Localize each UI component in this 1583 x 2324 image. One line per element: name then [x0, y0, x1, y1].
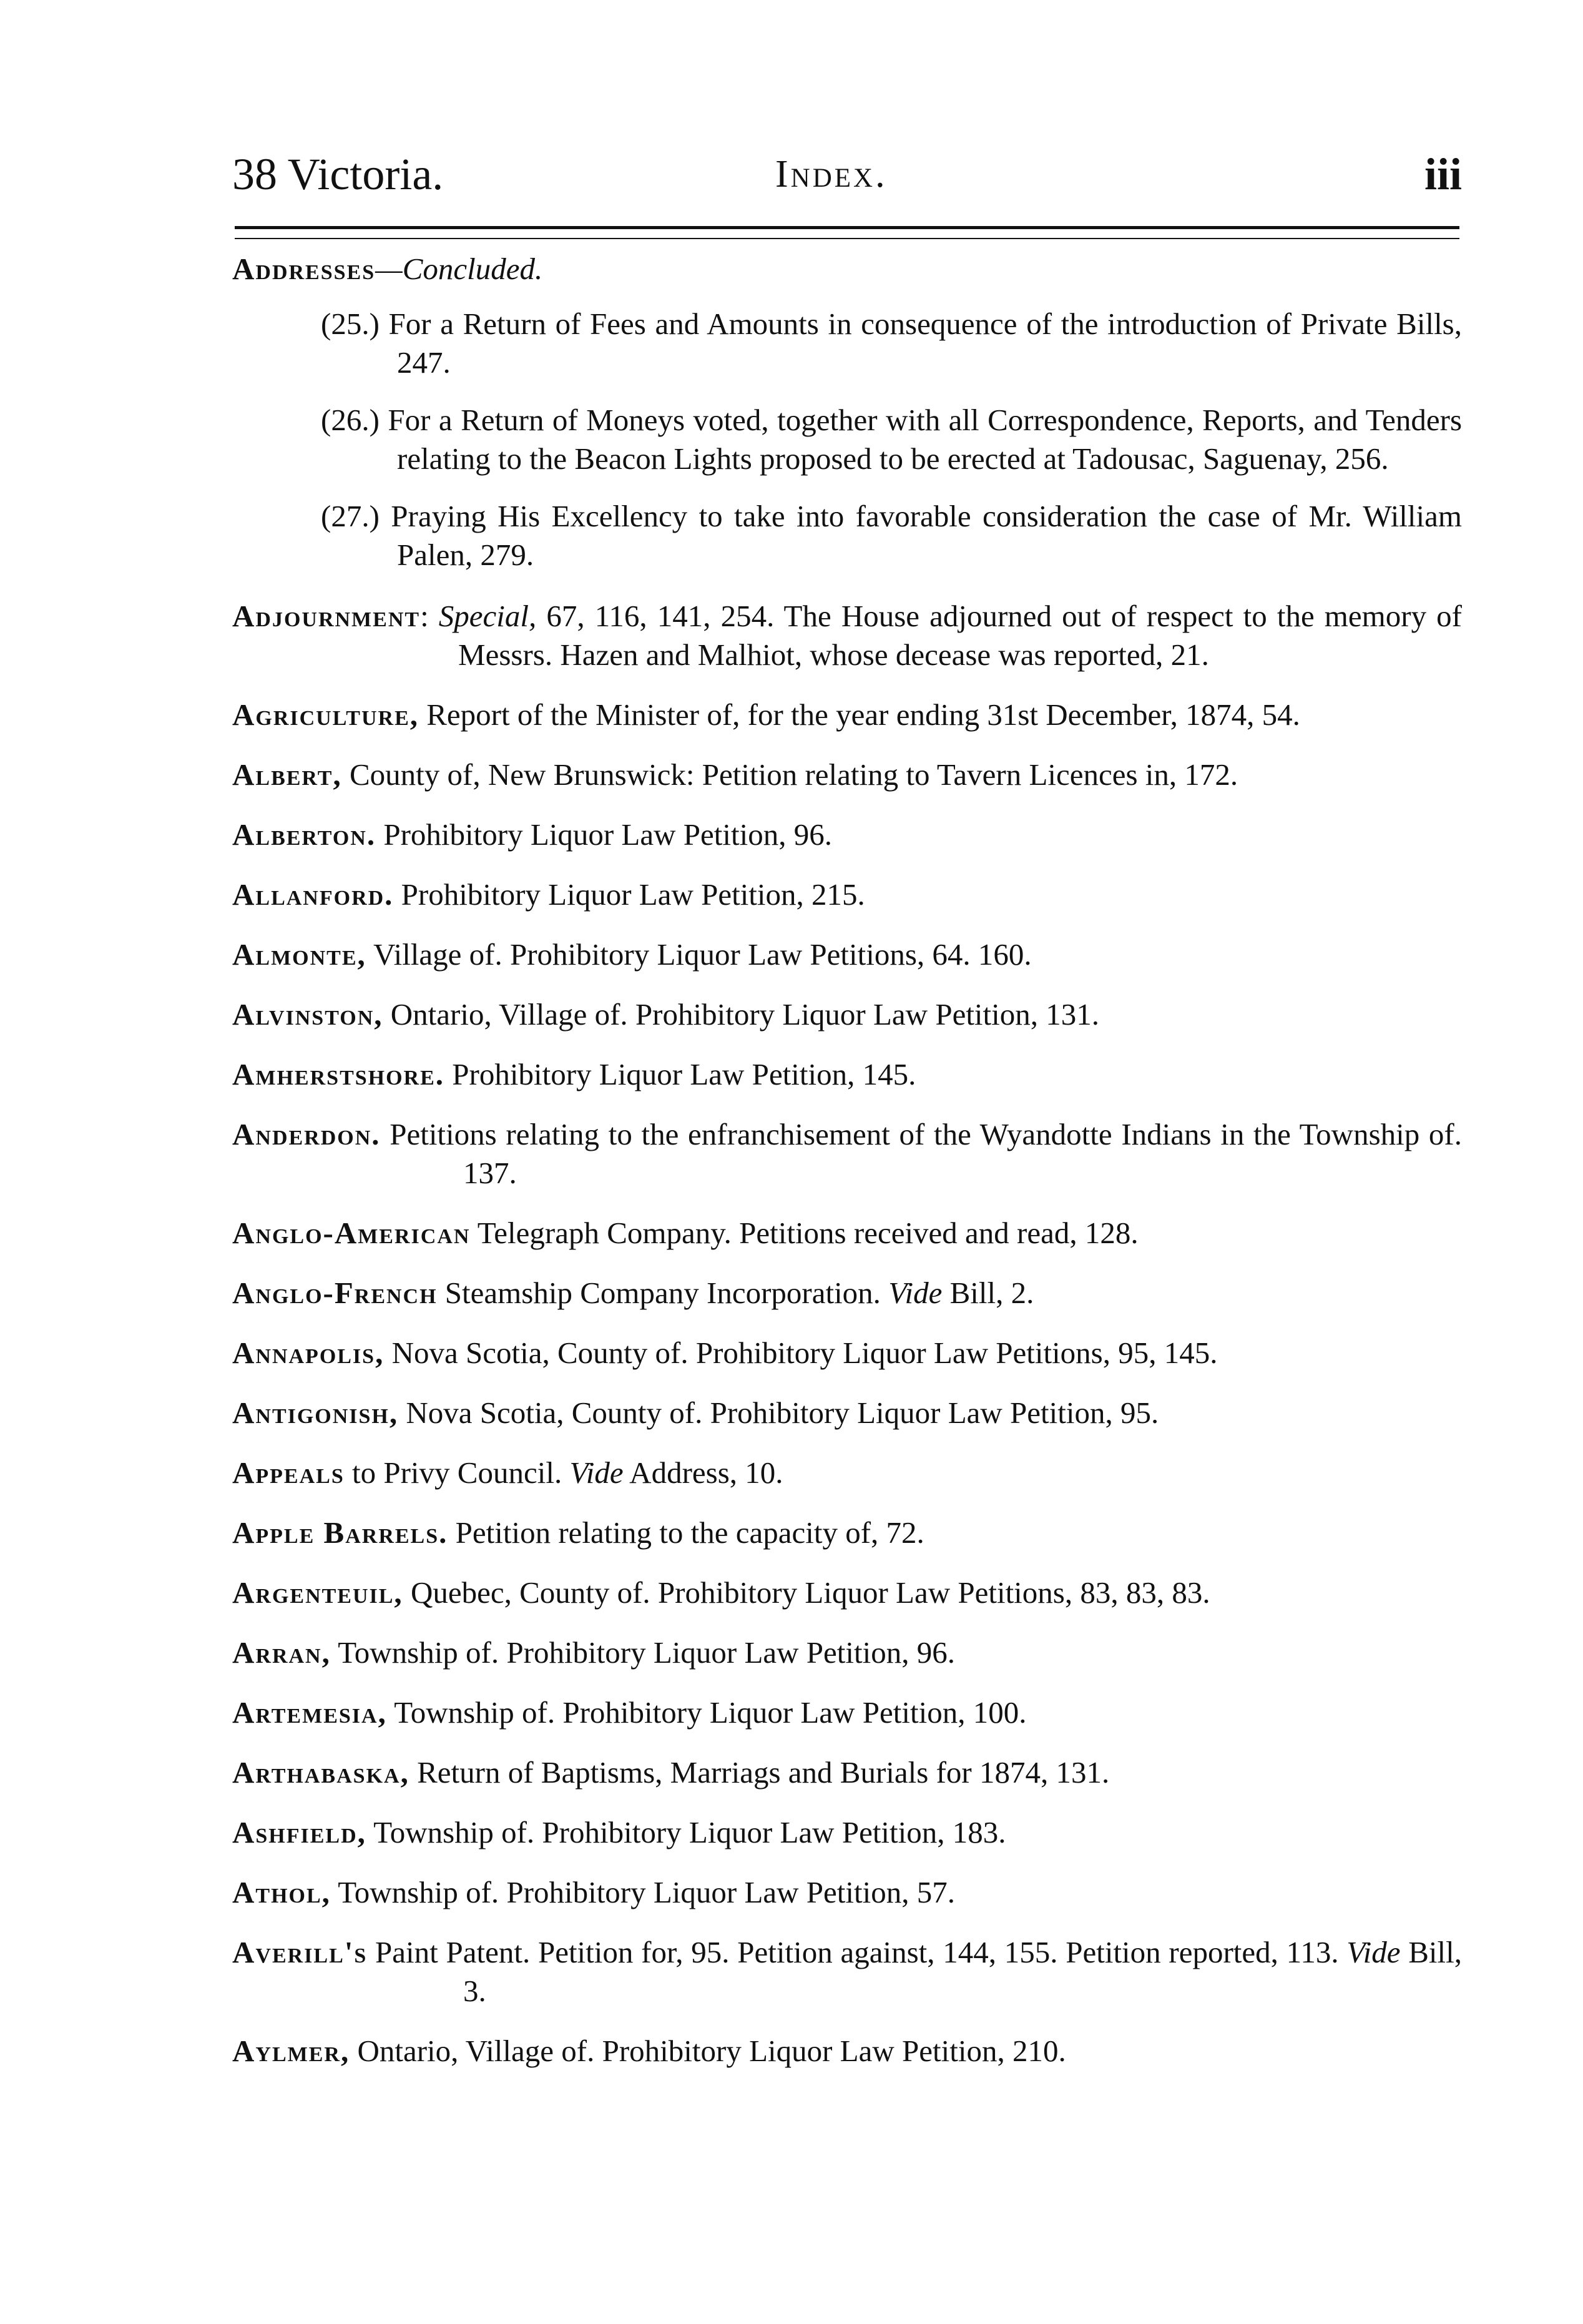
index-entry: Albert, County of, New Brunswick: Petition relating to Tavern Licences in, 172. [232, 757, 1238, 792]
index-entry: Artemesia, Township of. Prohibitory Liquor Law Petition, 100. [232, 1695, 1027, 1730]
index-entry: Alvinston, Ontario, Village of. Prohibitory Liquor Law Petition, 131. [232, 997, 1100, 1032]
index-entry: Almonte, Village of. Prohibitory Liquor Law Petitions, 64. 160. [232, 937, 1032, 972]
header-title: Index. [775, 153, 888, 195]
index-entry: Ashfield, Township of. Prohibitory Liquor Law Petition, 183. [232, 1815, 1006, 1849]
index-entry: Argenteuil, Quebec, County of. Prohibitory Liquor Law Petitions, 83, 83, 83. [232, 1575, 1210, 1610]
index-entry: Antigonish, Nova Scotia, County of. Prohibitory Liquor Law Petition, 95. [232, 1396, 1159, 1430]
index-entry-anderdon: Anderdon. Petitions relating to the enfranchisement of the Wyandotte Indians in the Township of. 137. [232, 1117, 1462, 1190]
index-entry-agriculture: Agriculture, Report of the Minister of, for the year ending 31st December, 1874, 54. [232, 697, 1300, 732]
index-entries [232, 250, 1462, 2092]
index-entry: Anglo-American Telegraph Company. Petitions received and read, 128. [232, 1216, 1139, 1250]
sub-entry: (25.) For a Return of Fees and Amounts in consequence of the introduction of Private Bills, 247. [321, 307, 1463, 380]
index-entry-aylmer: Aylmer, Ontario, Village of. Prohibitory Liquor Law Petition, 210. [232, 2034, 1066, 2068]
sub-entry: (27.) Praying His Excellency to take into favorable consideration the case of Mr. William Palen, 279. [321, 499, 1463, 572]
index-entry-averill: Averill's Paint Patent. Petition for, 95. Petition against, 144, 155. Petition reported, 113. Vide Bill, 3. [232, 1935, 1462, 2008]
index-entry: Amherstshore. Prohibitory Liquor Law Petition, 145. [232, 1057, 916, 1091]
index-entry: Alberton. Prohibitory Liquor Law Petition, 96. [232, 817, 832, 852]
index-entry: Apple Barrels. Petition relating to the capacity of, 72. [232, 1515, 924, 1550]
header-rule [235, 226, 1459, 239]
running-header [232, 149, 1462, 205]
header-page-number: iii [1424, 149, 1462, 199]
index-entry: Arthabaska, Return of Baptisms, Marriags and Burials for 1874, 131. [232, 1755, 1110, 1790]
index-entry: Athol, Township of. Prohibitory Liquor Law Petition, 57. [232, 1875, 956, 1909]
index-entry: Annapolis, Nova Scotia, County of. Prohibitory Liquor Law Petitions, 95, 145. [232, 1336, 1218, 1370]
index-entry-adjournment: Adjournment: Special, 67, 116, 141, 254. The House adjourned out of respect to the memory of Messrs. Hazen and Malhiot, whose decease was reported, 21. [232, 599, 1462, 672]
index-entry: Arran, Township of. Prohibitory Liquor Law Petition, 96. [232, 1635, 955, 1670]
header-volume: 38 Victoria. [232, 149, 444, 199]
sub-entry: (26.) For a Return of Moneys voted, together with all Correspondence, Reports, and Tenders relating to the Beacon Lights proposed to be erected at Tadousac, Saguenay, 256. [321, 403, 1463, 476]
index-entry: Allanford. Prohibitory Liquor Law Petition, 215. [232, 877, 865, 912]
index-entry: Anglo-French Steamship Company Incorporation. Vide Bill, 2. [232, 1276, 1034, 1310]
index-entry: Appeals to Privy Council. Vide Address, 10. [232, 1455, 783, 1490]
continuation-heading: Addresses—Concluded. [232, 252, 543, 286]
